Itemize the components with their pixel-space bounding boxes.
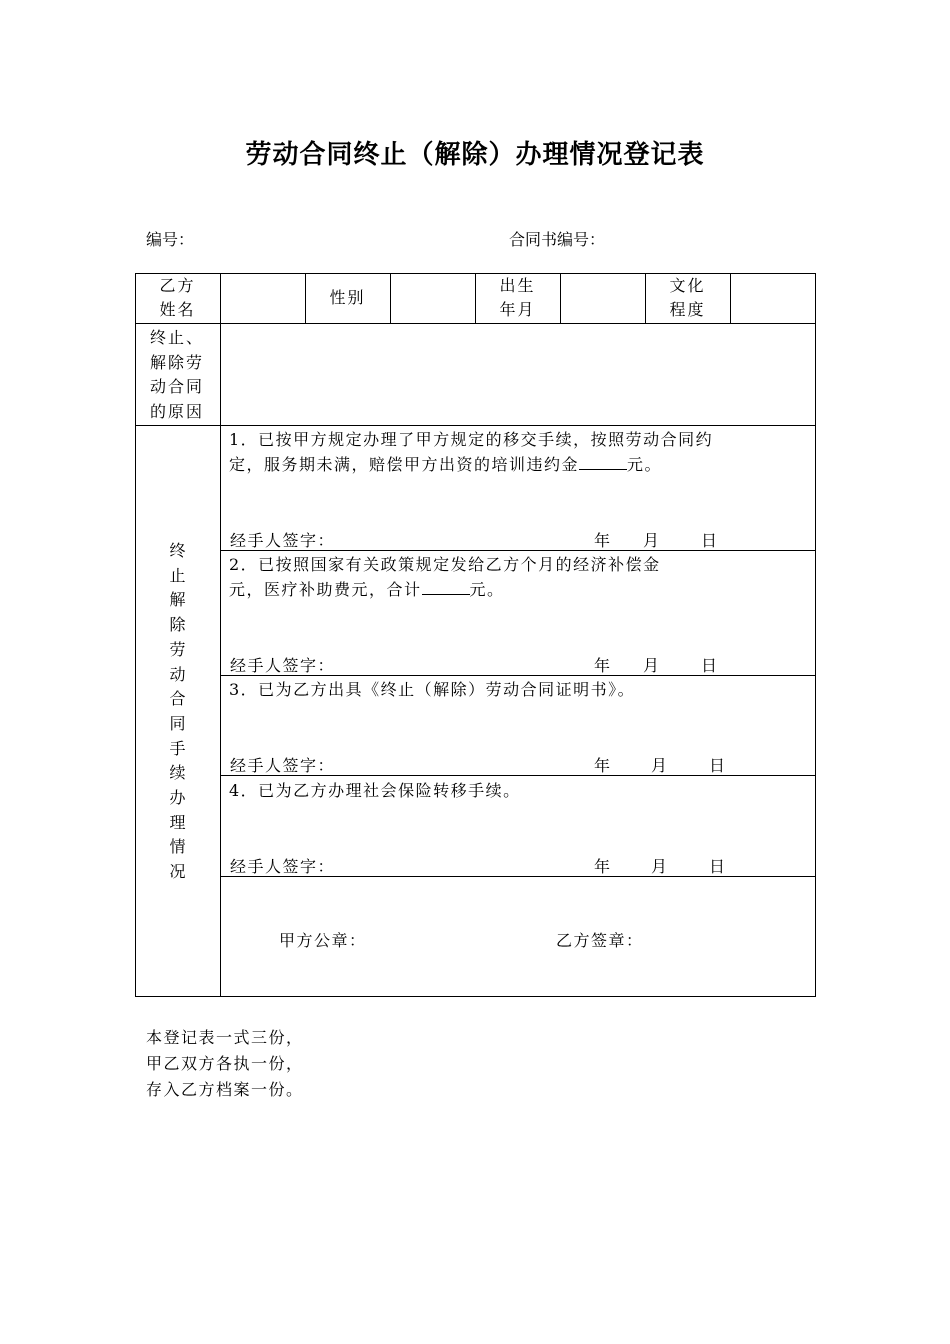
name-header (135, 273, 220, 323)
birth-value-cell[interactable] (560, 273, 645, 323)
month-label-1: 月 (643, 531, 661, 550)
procedure-item-4-line1: 4．已为乙方办理社会保险转移手续。 (229, 781, 521, 800)
reason-label-line: 的原因 (150, 401, 205, 421)
procedures-label-char: 动 (169, 664, 186, 684)
name-value-cell[interactable] (220, 273, 305, 323)
procedure-item-1-line1: 1．已按甲方规定办理了甲方规定的移交手续，按照劳动合同约 (229, 430, 714, 449)
day-label-1: 日 (701, 531, 719, 550)
procedures-label-char: 除 (169, 615, 186, 635)
procedures-label-char: 手 (169, 738, 186, 758)
birth-header-line2: 年月 (499, 300, 536, 319)
penalty-amount-blank[interactable] (579, 455, 627, 470)
gender-value-cell[interactable] (390, 273, 475, 323)
procedures-label-char: 况 (169, 862, 186, 882)
number-label: 编号： (146, 230, 195, 249)
procedures-label-char: 终 (169, 541, 186, 560)
birth-header-line1: 出生 (499, 276, 536, 295)
note-line-2: 甲乙双方各执一份， (146, 1054, 304, 1073)
procedure-item-3 (229, 677, 635, 702)
procedures-label-char: 劳 (169, 639, 186, 659)
name-header-line2: 姓名 (159, 300, 196, 319)
procedure-item-2 (229, 552, 661, 602)
procedures-label-char: 办 (169, 788, 186, 808)
birth-header (475, 273, 560, 323)
handler-signature-1: 经手人签字： (230, 531, 336, 550)
form-title: 劳动合同终止（解除）办理情况登记表 (245, 140, 705, 170)
procedure-item-1-line2 (229, 452, 713, 477)
year-label-2: 年 (594, 656, 612, 675)
procedure-item-4 (229, 778, 521, 803)
handler-signature-4: 经手人签字： (230, 857, 336, 876)
party-a-seal-label: 甲方公章： (279, 931, 367, 950)
name-header-line1: 乙方 (159, 276, 196, 295)
procedures-label-char: 止 (169, 565, 186, 585)
procedure-item-2-suffix: 元。 (469, 580, 505, 599)
year-label-1: 年 (594, 531, 612, 550)
note-line-3: 存入乙方档案一份。 (146, 1080, 304, 1099)
reason-label-line: 动合同 (150, 377, 205, 396)
gender-label: 性别 (329, 288, 366, 307)
day-label-4: 日 (709, 857, 727, 876)
procedures-label-char: 合 (169, 689, 186, 709)
education-header-line2: 程度 (669, 300, 706, 319)
procedure-item-2-prefix: 元，医疗补助费元，合计 (229, 580, 422, 599)
handler-signature-3: 经手人签字： (230, 756, 336, 775)
education-value-cell[interactable] (730, 273, 815, 323)
reason-value-cell[interactable] (220, 323, 816, 425)
procedure-item-3-line1: 3．已为乙方出具《终止（解除）劳动合同证明书》。 (229, 680, 636, 699)
procedure-item-1-prefix: 定，服务期未满，赔偿甲方出资的培训违约金 (229, 455, 580, 474)
procedures-label-char: 续 (169, 763, 186, 783)
procedure-item-2-line1: 2．已按照国家有关政策规定发给乙方个月的经济补偿金 (229, 555, 661, 574)
procedure-item-1 (229, 427, 713, 477)
education-header (645, 273, 730, 323)
gender-header (305, 273, 390, 323)
education-header-line1: 文化 (669, 276, 706, 295)
reason-label-line: 终止、 (150, 328, 205, 347)
day-label-2: 日 (701, 656, 719, 675)
month-label-2: 月 (643, 656, 661, 675)
procedures-label-char: 情 (169, 837, 186, 857)
total-amount-blank[interactable] (422, 580, 470, 595)
procedures-label-char: 同 (169, 713, 186, 733)
procedure-item-1-suffix: 元。 (627, 455, 663, 474)
registration-table (135, 273, 816, 997)
reason-label (135, 323, 220, 425)
handler-signature-2: 经手人签字： (230, 656, 336, 675)
party-b-signature-label: 乙方签章： (556, 931, 644, 950)
month-label-4: 月 (651, 857, 669, 876)
contract-number-label: 合同书编号： (509, 230, 606, 249)
procedures-label-char: 理 (169, 812, 186, 832)
note-line-1: 本登记表一式三份， (146, 1028, 304, 1047)
day-label-3: 日 (709, 756, 727, 775)
year-label-3: 年 (594, 756, 612, 775)
reason-label-line: 解除劳 (150, 352, 205, 372)
year-label-4: 年 (594, 857, 612, 876)
procedure-item-2-line2 (229, 577, 661, 602)
procedures-label-char: 解 (169, 590, 186, 610)
procedures-label (135, 539, 220, 885)
month-label-3: 月 (651, 756, 669, 775)
